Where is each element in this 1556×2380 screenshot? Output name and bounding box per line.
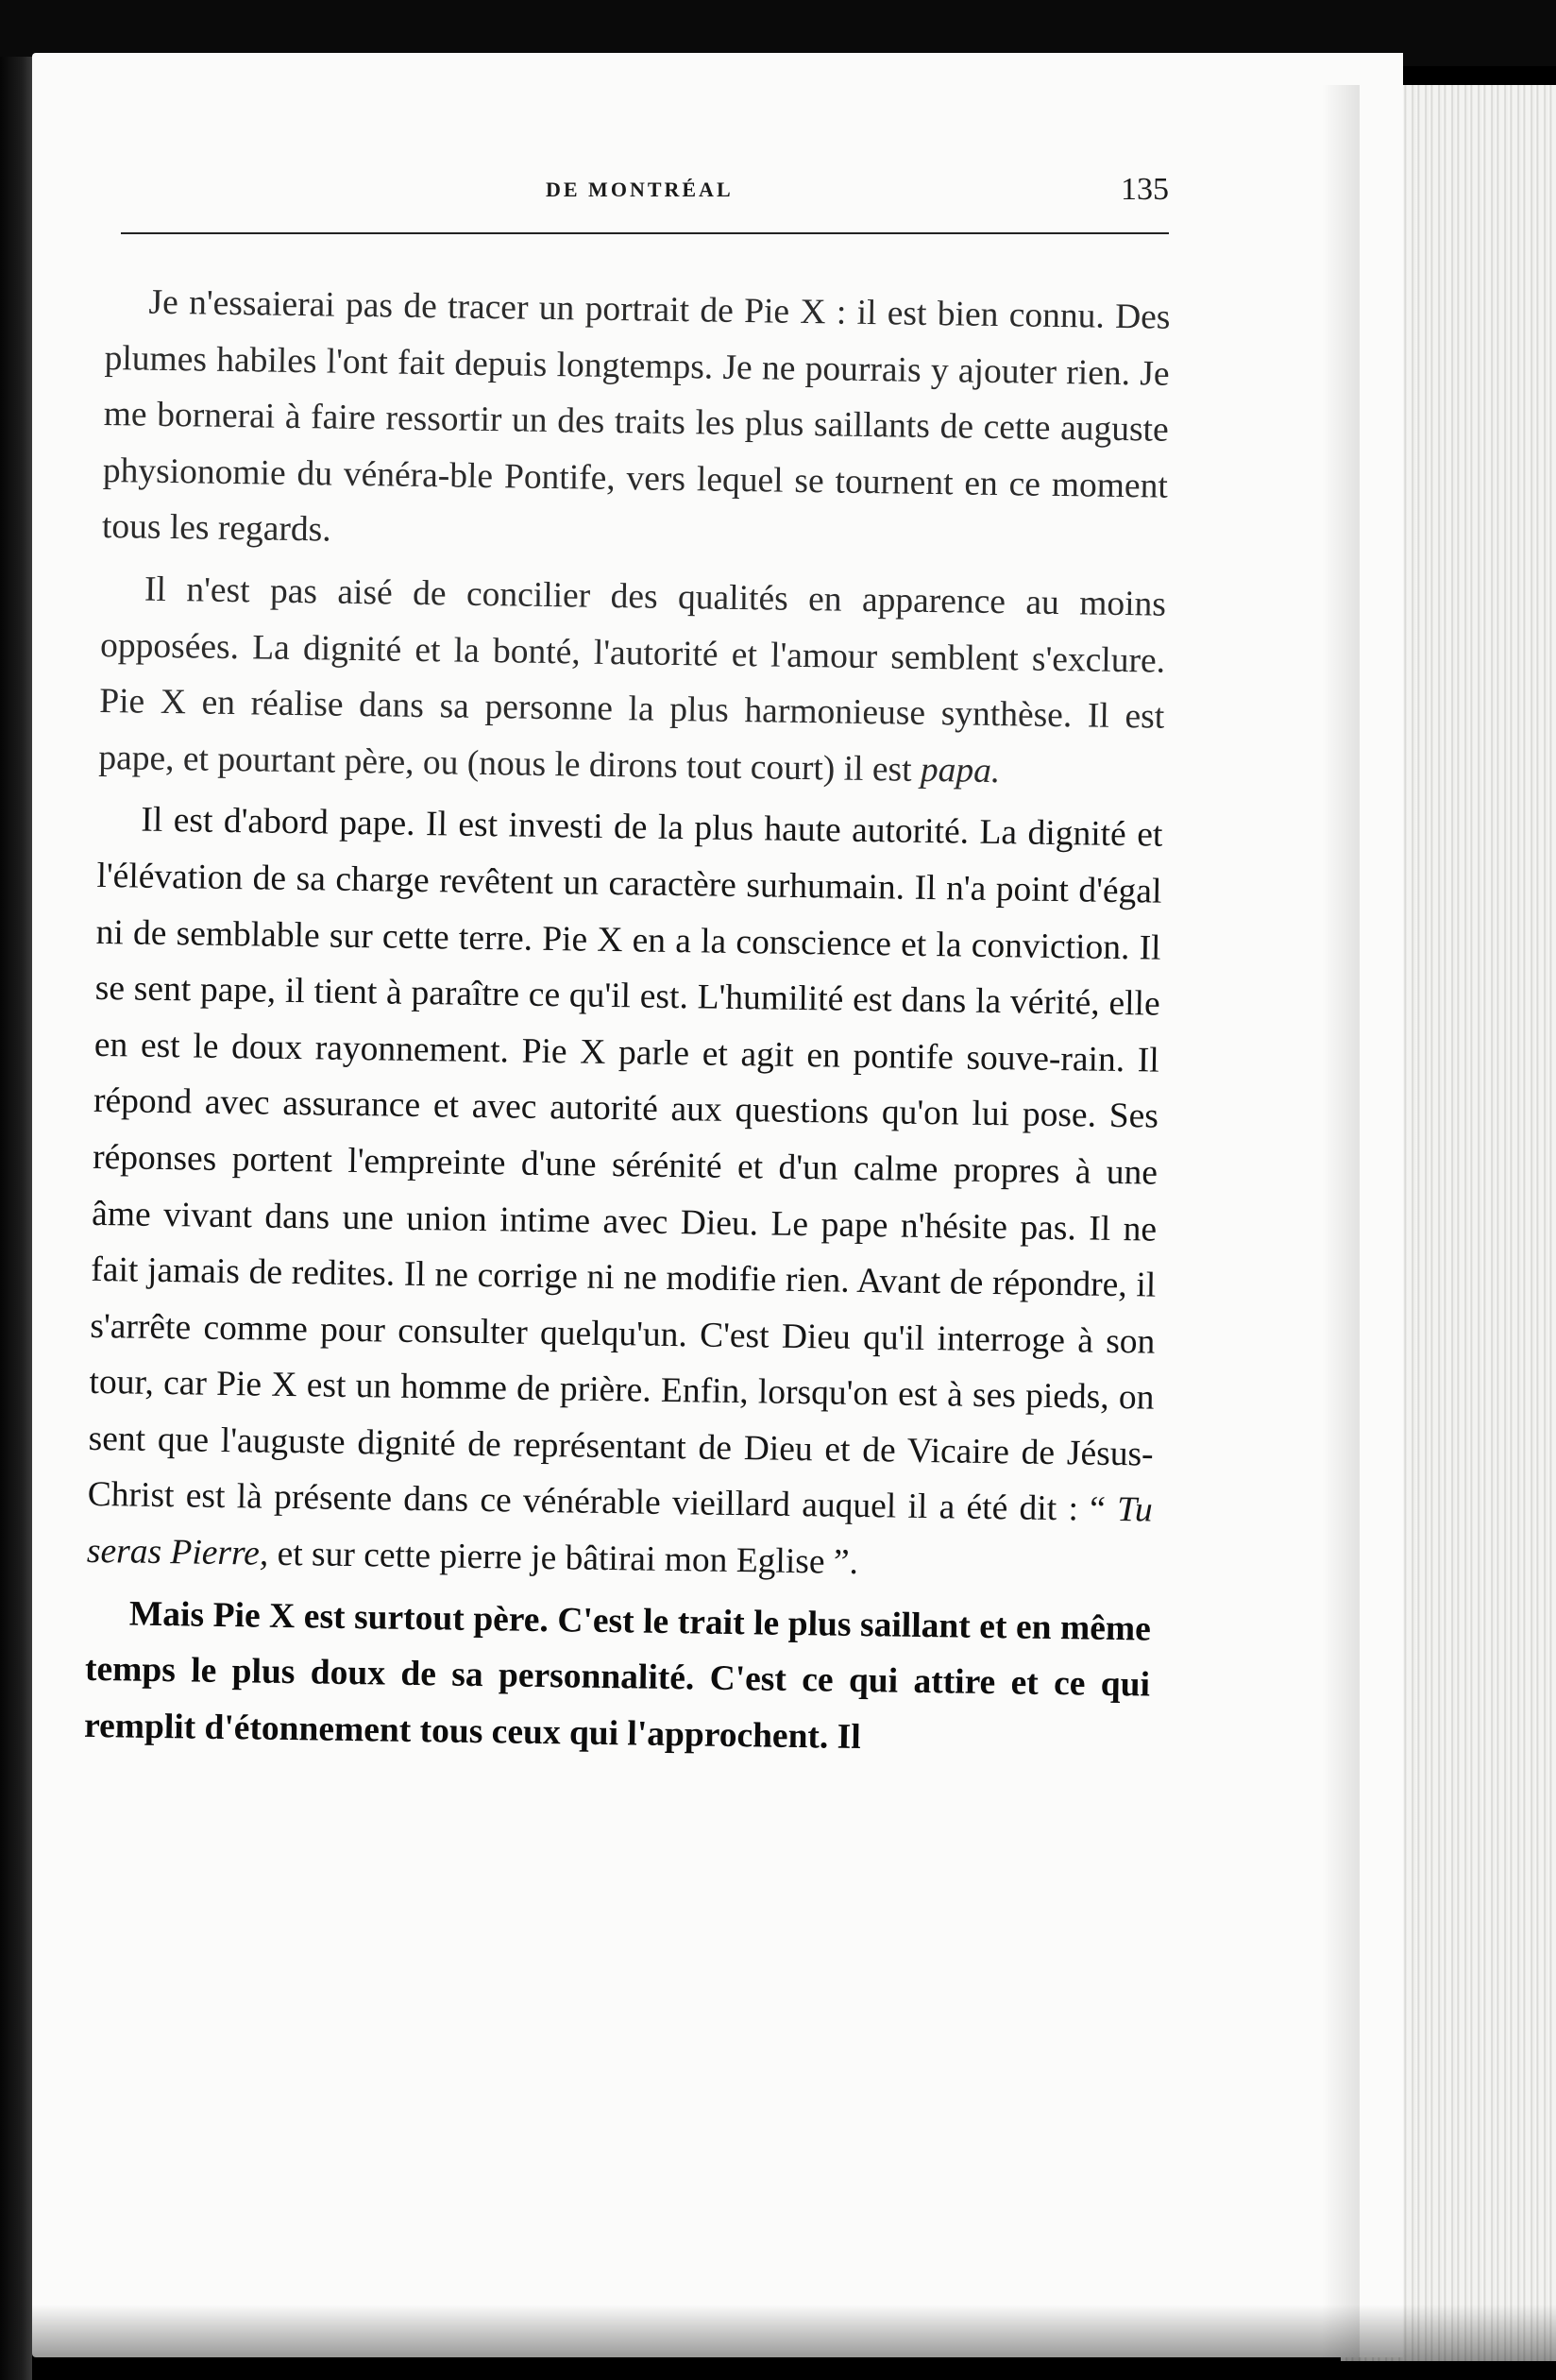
paragraph-4-text: Mais Pie X est surtout père. C'est le trait le plus saillant et en même temps le plus doux de sa personnalité. C'est ce qui attire et ce qui remplit d'étonnement tous ceux qui l'approchent. Il xyxy=(83,1594,1152,1757)
paragraph-1 xyxy=(102,274,1171,571)
page-curl-shadow xyxy=(1322,85,1360,2361)
paragraph-2 xyxy=(98,561,1166,802)
book-spine-edge xyxy=(0,57,32,2380)
paragraph-1-text: Je n'essaierai pas de tracer un portrait de Pie X : il est bien connu. Des plumes habiles l'ont fait depuis longtemps. Je ne pourrais y ajouter rien. Je me bornerai à faire ressortir un des traits les plus saillants de cette auguste physionomie du vénéra-ble Pontife, vers lequel se tournent en ce moment tous les regards. xyxy=(101,282,1171,550)
running-title: DE MONTRÉAL xyxy=(546,178,734,201)
paragraph-3-italic: Tu seras Pierre, xyxy=(86,1490,1153,1573)
paragraph-2-text: Il n'est pas aisé de concilier des qualités en apparence au moins opposées. La dignité et la bonté, l'autorité et l'amour semblent s'exclure. Pie X en réalise dans sa personne la plus harmonieuse synthèse. Il est pape, et pourtant père, ou (nous le dirons tout court) il est xyxy=(98,570,1167,790)
page-number: 135 xyxy=(1121,172,1169,207)
page-bottom-shadow xyxy=(32,2304,1556,2380)
paragraph-3 xyxy=(86,791,1162,1595)
header-rule xyxy=(121,232,1169,234)
body-text xyxy=(84,274,1171,1770)
paragraph-3-text-end: et sur cette pierre je bâtirai mon Eglise ”. xyxy=(267,1534,859,1583)
paragraph-4 xyxy=(84,1586,1152,1770)
running-header xyxy=(121,172,1169,221)
paragraph-3-text: Il est d'abord pape. Il est investi de la plus haute autorité. La dignité et l'élévation de sa charge revêtent un caractère surhumain. Il n'a point d'égal ni de semblable sur cette terre. Pie X en a la conscience et la conviction. Il se sent pape, il tient à paraître ce qu'il est. L'humilité est dans la vérité, elle en est le doux rayonnement. Pie X parle et agit en pontife souve-rain. Il répond avec assurance et avec autorité aux questions qu'on lui pose. Ses réponses portent l'empreinte d'une sérénité et d'un calme propres à une âme vivant dans une union intime avec Dieu. Le pape n'hésite pas. Il ne fait jamais de redites. Il ne corrige ni ne modifie rien. Avant de répondre, il s'arrête comme pour consulter quelqu'un. C'est Dieu qu'il interroge à son tour, car Pie X est un homme de prière. Enfin, lorsqu'on est à ses pieds, on sent que l'auguste dignité de représentant de Dieu et de Vicaire de Jésus-Christ est là présente dans ce vénérable vieillard auquel il a été dit : “ xyxy=(87,800,1163,1530)
paragraph-2-italic: papa. xyxy=(920,750,1001,790)
